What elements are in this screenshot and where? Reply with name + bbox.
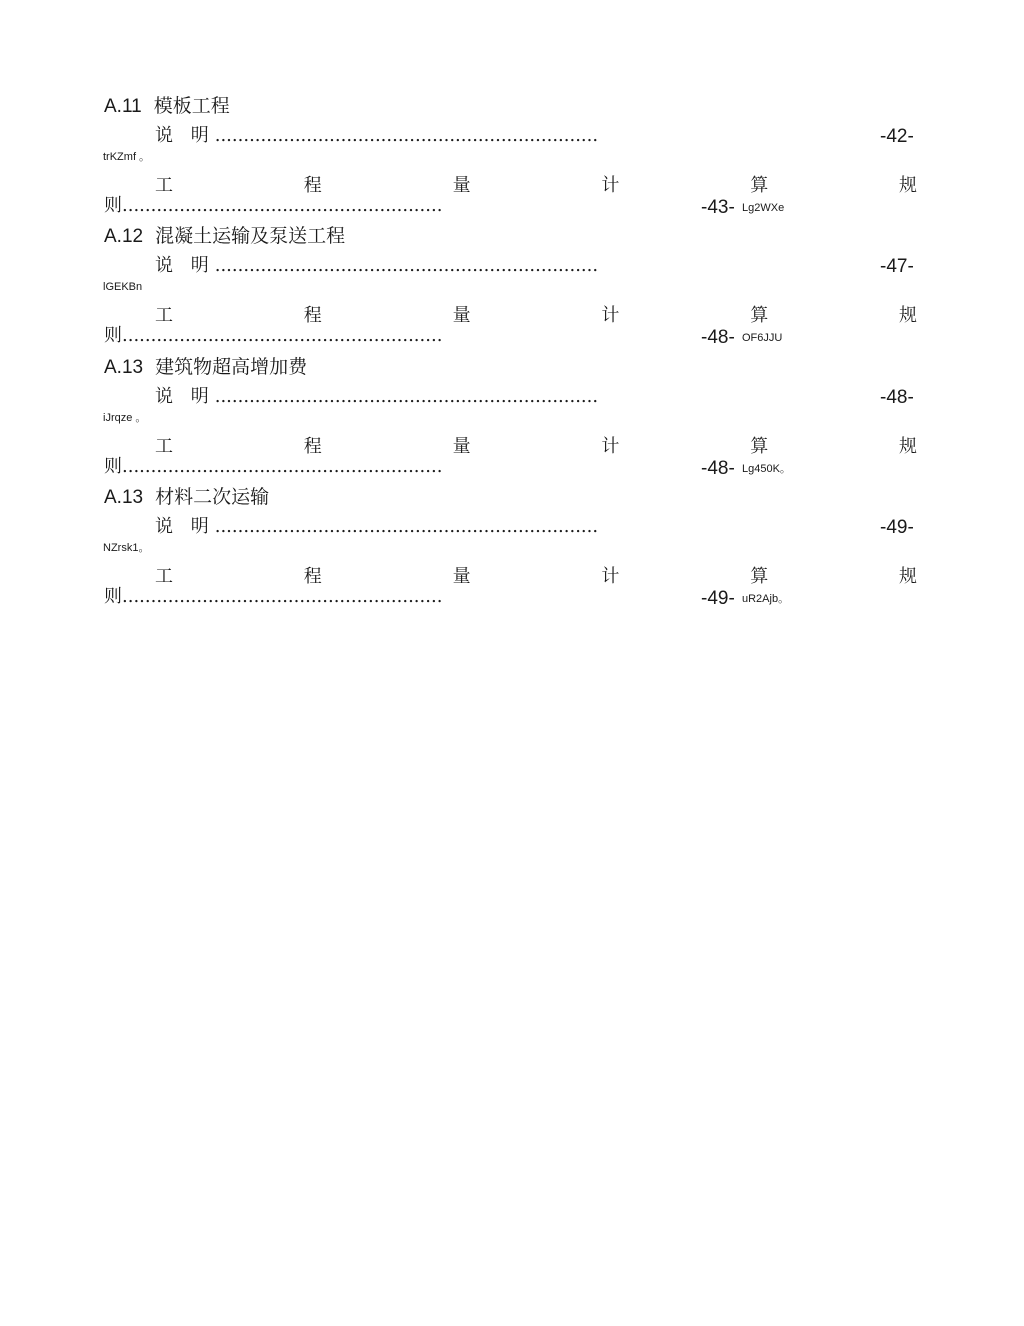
section-heading bbox=[104, 356, 307, 379]
section-number: A.11 bbox=[104, 96, 142, 117]
spread-char: 程 bbox=[303, 305, 322, 326]
section-heading bbox=[104, 225, 345, 248]
calc-rules-tail bbox=[104, 325, 442, 347]
spread-char: 量 bbox=[452, 175, 471, 196]
leader-dots: ........................................................ bbox=[122, 586, 443, 607]
entry-label: 说 明 bbox=[155, 125, 215, 146]
toc-entry-calc-rules[interactable] bbox=[155, 436, 917, 458]
spread-char: 程 bbox=[303, 436, 322, 457]
entry-label: 则 bbox=[104, 325, 122, 346]
spread-char: 算 bbox=[750, 566, 769, 587]
ref-code: lGEKBn bbox=[103, 281, 143, 293]
spread-char: 工 bbox=[155, 175, 173, 196]
leader-dots: ................................................................... bbox=[214, 255, 599, 276]
ref-code: Lg2WXe bbox=[742, 202, 785, 214]
ref-code: iJrqze 。 bbox=[103, 412, 147, 424]
ref-code: uR2Ajb。 bbox=[742, 593, 790, 605]
spread-char: 量 bbox=[452, 436, 471, 457]
section-heading bbox=[104, 486, 269, 509]
spread-char: 计 bbox=[601, 175, 620, 196]
section-heading bbox=[104, 95, 230, 118]
page-number: -42- bbox=[880, 126, 914, 147]
page-number: -49- bbox=[880, 517, 914, 538]
section-title: 材料二次运输 bbox=[155, 486, 270, 508]
spread-char: 规 bbox=[898, 305, 917, 326]
toc-entry-calc-rules[interactable] bbox=[155, 175, 917, 197]
page-number: -43- bbox=[701, 197, 735, 218]
spread-char: 程 bbox=[303, 566, 322, 587]
leader-dots: ........................................................ bbox=[122, 325, 443, 346]
page-number: -48- bbox=[701, 327, 735, 348]
leader-dots: ................................................................... bbox=[214, 125, 599, 146]
calc-rules-tail bbox=[104, 456, 442, 478]
section-number: A.12 bbox=[104, 226, 144, 247]
toc-entry-description[interactable] bbox=[155, 125, 598, 147]
leader-dots: ........................................................ bbox=[122, 456, 443, 477]
entry-label: 则 bbox=[104, 456, 122, 477]
leader-dots: ................................................................... bbox=[214, 516, 599, 537]
toc-entry-description[interactable] bbox=[155, 516, 598, 538]
spread-char: 量 bbox=[452, 305, 471, 326]
spread-char: 规 bbox=[898, 436, 917, 457]
page-number: -47- bbox=[880, 256, 914, 277]
section-title: 模板工程 bbox=[153, 95, 230, 117]
entry-label: 则 bbox=[104, 586, 122, 607]
spread-char: 工 bbox=[155, 566, 173, 587]
ref-code: NZrsk1。 bbox=[103, 542, 150, 554]
spread-char: 量 bbox=[452, 566, 471, 587]
spread-char: 工 bbox=[155, 305, 173, 326]
ref-code: Lg450K。 bbox=[742, 463, 791, 475]
entry-label: 说 明 bbox=[155, 386, 215, 407]
section-title: 混凝土运输及泵送工程 bbox=[155, 225, 346, 247]
leader-dots: ................................................................... bbox=[214, 386, 599, 407]
spread-char: 程 bbox=[303, 175, 322, 196]
calc-rules-tail bbox=[104, 195, 442, 217]
spread-char: 算 bbox=[750, 436, 769, 457]
calc-rules-tail bbox=[104, 586, 442, 608]
toc-entry-description[interactable] bbox=[155, 386, 598, 408]
spread-char: 算 bbox=[750, 175, 769, 196]
section-number: A.13 bbox=[104, 487, 144, 508]
spread-char: 规 bbox=[898, 175, 917, 196]
section-title: 建筑物超高增加费 bbox=[155, 356, 308, 378]
spread-char: 计 bbox=[601, 566, 620, 587]
toc-entry-calc-rules[interactable] bbox=[155, 305, 917, 327]
leader-dots: ........................................................ bbox=[122, 195, 443, 216]
entry-label: 说 明 bbox=[155, 516, 215, 537]
spread-char: 工 bbox=[155, 436, 173, 457]
page-number: -48- bbox=[880, 387, 914, 408]
section-number: A.13 bbox=[104, 357, 144, 378]
toc-entry-calc-rules[interactable] bbox=[155, 566, 917, 588]
entry-label: 说 明 bbox=[155, 255, 215, 276]
spread-char: 计 bbox=[601, 305, 620, 326]
spread-char: 规 bbox=[898, 566, 917, 587]
entry-label: 则 bbox=[104, 195, 122, 216]
spread-char: 算 bbox=[750, 305, 769, 326]
ref-code: OF6JJU bbox=[742, 332, 783, 344]
toc-entry-description[interactable] bbox=[155, 255, 598, 277]
spread-char: 计 bbox=[601, 436, 620, 457]
page-number: -48- bbox=[701, 458, 735, 479]
ref-code: trKZmf 。 bbox=[103, 151, 151, 163]
page-number: -49- bbox=[701, 588, 735, 609]
